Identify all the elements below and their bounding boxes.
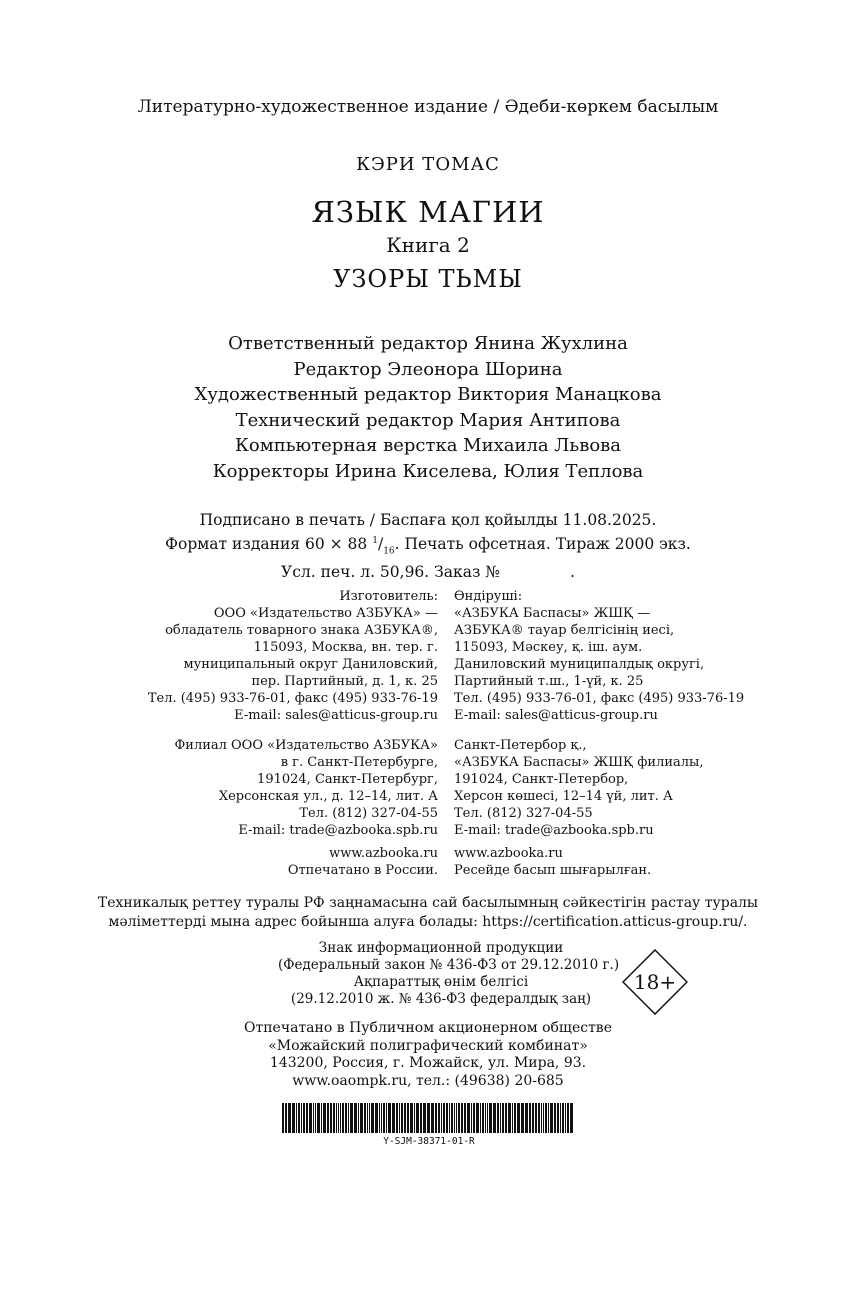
- credit-line: Корректоры Ирина Киселева, Юлия Теплова: [212, 460, 644, 482]
- barcode-bar: [431, 1103, 434, 1133]
- manufacturer-kz-line: 115093, Мәскеу, қ. іш. аум.: [454, 640, 643, 655]
- barcode-bar: [323, 1103, 326, 1133]
- branch-kz-line: Санкт-Петербор қ.,: [454, 738, 587, 753]
- barcode-bar: [473, 1103, 475, 1133]
- barcode-bar: [471, 1103, 472, 1133]
- barcode-bar: [388, 1103, 391, 1133]
- branch-ru-line: в г. Санкт-Петербурге,: [280, 755, 438, 770]
- barcode-bar: [487, 1103, 488, 1133]
- barcode-bar: [315, 1103, 316, 1133]
- printer-block: [0, 1020, 856, 1090]
- manufacturer-ru-line: ООО «Издательство АЗБУКА» —: [213, 606, 438, 621]
- format-suffix: . Печать офсетная. Тираж 2000 экз.: [394, 535, 691, 554]
- barcode-bar: [446, 1103, 448, 1133]
- barcode-bar: [298, 1103, 300, 1133]
- barcode-bar: [454, 1103, 455, 1133]
- branch-kz: [454, 737, 703, 839]
- credit-line: Компьютерная верстка Михаила Львова: [234, 435, 622, 456]
- branch-ru-line: Филиал ООО «Издательство АЗБУКА»: [174, 738, 438, 753]
- credit-line: Редактор Элеонора Шорина: [293, 358, 563, 380]
- info-sign-line: Знак информационной продукции: [318, 940, 564, 956]
- barcode-bar: [512, 1103, 513, 1133]
- barcode-bar: [340, 1103, 341, 1133]
- series-line: Литературно-художественное издание / Әдеби-көркем басылым: [137, 97, 719, 117]
- barcode-bar: [379, 1103, 380, 1133]
- barcode-bar: [525, 1103, 528, 1133]
- barcode-bar: [407, 1103, 409, 1133]
- manufacturer-ru-line: E-mail: sales@atticus-group.ru: [234, 708, 438, 723]
- age-rating-badge: [622, 949, 688, 1015]
- barcode-bar: [505, 1103, 507, 1133]
- manufacturer-ru-line: 115093, Москва, вн. тер. г.: [253, 640, 438, 655]
- barcode-bar: [541, 1103, 542, 1133]
- printer-line: 143200, Россия, г. Можайск, ул. Мира, 93.: [269, 1055, 587, 1071]
- info-sign-block: [278, 940, 620, 1008]
- branch-ru: [175, 737, 439, 839]
- barcode-bar: [456, 1103, 457, 1133]
- barcode-bar: [458, 1103, 460, 1133]
- credit-line: Художественный редактор Виктория Манацкова: [194, 384, 662, 405]
- branch-kz-line: «АЗБУКА Баспасы» ЖШҚ филиалы,: [454, 755, 704, 770]
- info-sign-line: (29.12.2010 ж. № 436-ФЗ федералдық заң): [290, 991, 592, 1007]
- barcode-bar: [529, 1103, 531, 1133]
- barcode-bar: [285, 1103, 287, 1133]
- barcode-bar: [336, 1103, 337, 1133]
- credit-line: Технический редактор Мария Антипова: [235, 409, 621, 431]
- manufacturer-kz-line: Даниловский муниципалдық округі,: [454, 657, 705, 672]
- barcode-bar: [410, 1103, 413, 1133]
- manufacturer-ru-line: обладатель товарного знака АЗБУКА®,: [165, 623, 438, 638]
- manufacturer-ru-line: Тел. (495) 933-76-01, факс (495) 933-76-19: [147, 691, 438, 706]
- barcode-bar: [567, 1103, 569, 1133]
- barcode-bar: [364, 1103, 366, 1133]
- printer-line: «Можайский полиграфический комбинат»: [268, 1037, 588, 1054]
- barcode-bar: [550, 1103, 553, 1133]
- barcode-bar: [443, 1103, 445, 1133]
- barcode-bar: [327, 1103, 329, 1133]
- barcode-bar: [345, 1103, 347, 1133]
- barcode-bar: [545, 1103, 547, 1133]
- barcode-bar: [514, 1103, 516, 1133]
- barcode-bar: [371, 1103, 374, 1133]
- barcode-bar: [420, 1103, 422, 1133]
- barcode-bar: [554, 1103, 556, 1133]
- manufacturer-ru-line: пер. Партийный, д. 1, к. 25: [251, 674, 438, 689]
- barcode-bar: [330, 1103, 332, 1133]
- tech-regulation: [0, 894, 856, 932]
- format-denominator: 16: [383, 546, 395, 557]
- branch-ru-line: Тел. (812) 327-04-55: [299, 806, 438, 821]
- print-info-block: [0, 510, 856, 583]
- barcode-bar: [565, 1103, 566, 1133]
- barcode-bar: [404, 1103, 406, 1133]
- barcode-bar: [360, 1103, 363, 1133]
- barcode-bar: [375, 1103, 378, 1133]
- branch-ru-line: 191024, Санкт-Петербург,: [257, 772, 438, 787]
- barcode-bar: [401, 1103, 403, 1133]
- barcode-bar: [464, 1103, 466, 1133]
- barcode-bar: [414, 1103, 415, 1133]
- barcode-bar: [381, 1103, 382, 1133]
- book-subtitle: УЗОРЫ ТЬМЫ: [333, 265, 523, 293]
- branch-kz-line: E-mail: trade@azbooka.spb.ru: [454, 823, 654, 838]
- volume-line: [0, 562, 856, 583]
- barcode-bar: [560, 1103, 561, 1133]
- info-sign-line: Ақпараттық өнім белгісі: [353, 974, 529, 990]
- tech-regulation-line: Техникалық реттеу туралы РФ заңнамасына сай басылымның сәйкестігін растау туралы: [97, 895, 759, 911]
- format-line: Формат издания 60 × 88 $^1/_{16}$. Печать офсетная. Тираж 2000 экз.: [165, 535, 691, 557]
- manufacturer-ru-line: муниципальный округ Даниловский,: [183, 657, 438, 672]
- printed-in-russia: Отпечатано в России.: [287, 863, 438, 878]
- barcode-text: Y-SJM-38371-01-R: [383, 1136, 475, 1147]
- barcode-bar: [309, 1103, 312, 1133]
- barcode-bar: [288, 1103, 291, 1133]
- barcode-bar: [313, 1103, 314, 1133]
- barcode-bar: [476, 1103, 479, 1133]
- barcode-bar: [423, 1103, 426, 1133]
- barcode-bar: [521, 1103, 524, 1133]
- barcode-bar: [449, 1103, 450, 1133]
- manufacturer-kz-line: Тел. (495) 933-76-01, факс (495) 933-76-19: [454, 691, 745, 706]
- branch-kz-line: 191024, Санкт-Петербор,: [454, 772, 629, 787]
- age-rating-text: 18+: [633, 970, 677, 994]
- barcode-bar: [489, 1103, 492, 1133]
- barcode-bar: [292, 1103, 295, 1133]
- tech-regulation-line: мәліметтерді мына адрес бойынша алуға болады: https://certification.atticus-group.ru/.: [108, 914, 748, 930]
- barcode-bar: [535, 1103, 537, 1133]
- barcode: [280, 1103, 578, 1133]
- barcode-bar: [485, 1103, 486, 1133]
- branch-kz-line: Тел. (812) 327-04-55: [454, 806, 593, 821]
- volume-end: .: [570, 563, 575, 582]
- barcode-bar: [342, 1103, 344, 1133]
- branch-ru-line: E-mail: trade@azbooka.spb.ru: [238, 823, 438, 838]
- barcode-bar: [497, 1103, 499, 1133]
- manufacturer-ru: [148, 588, 438, 724]
- barcode-bar: [557, 1103, 559, 1133]
- barcode-bar: [383, 1103, 385, 1133]
- barcode-bar: [354, 1103, 357, 1133]
- barcode-bar: [386, 1103, 387, 1133]
- info-sign-line: (Федеральный закон № 436-ФЗ от 29.12.2010 г.): [278, 957, 620, 973]
- manufacturer-kz-line: Өндіруші:: [454, 589, 523, 604]
- barcode-bar: [358, 1103, 359, 1133]
- branch-kz-line: Херсон көшесі, 12–14 үй, лит. А: [454, 789, 673, 804]
- manufacturer-kz-line: E-mail: sales@atticus-group.ru: [454, 708, 658, 723]
- barcode-bar: [296, 1103, 297, 1133]
- printed-in-russia-kz: Ресейде басып шығарылған.: [454, 863, 652, 878]
- barcode-bar: [282, 1103, 284, 1133]
- book-title: ЯЗЫК МАГИИ: [311, 195, 545, 229]
- footer-ru: [288, 845, 438, 879]
- barcode-bar: [303, 1103, 305, 1133]
- manufacturer-kz: [454, 588, 744, 724]
- barcode-bar: [369, 1103, 370, 1133]
- barcode-bar: [438, 1103, 440, 1133]
- website-link[interactable]: www.azbooka.ru: [329, 846, 438, 861]
- manufacturer-kz-line: Партийный т.ш., 1-үй, к. 25: [454, 674, 644, 689]
- barcode-bar: [461, 1103, 463, 1133]
- barcode-bar: [451, 1103, 453, 1133]
- barcode-bar: [532, 1103, 534, 1133]
- credits-block: [0, 331, 856, 484]
- barcode-bar: [338, 1103, 339, 1133]
- barcode-bar: [435, 1103, 437, 1133]
- barcode-bar: [548, 1103, 549, 1133]
- barcode-bar: [333, 1103, 335, 1133]
- barcode-bar: [467, 1103, 470, 1133]
- barcode-bar: [441, 1103, 442, 1133]
- format-numerator: 1: [372, 536, 378, 546]
- barcode-bar: [321, 1103, 322, 1133]
- barcode-bar: [570, 1103, 573, 1133]
- barcode-bar: [416, 1103, 419, 1133]
- barcode-bar: [350, 1103, 353, 1133]
- manufacturer-kz-line: «АЗБУКА Баспасы» ЖШҚ —: [454, 606, 651, 621]
- barcode-bar: [493, 1103, 496, 1133]
- credit-line: Ответственный редактор Янина Жухлина: [228, 333, 628, 354]
- barcode-bar: [396, 1103, 398, 1133]
- barcode-bar: [508, 1103, 511, 1133]
- barcode-bar: [399, 1103, 400, 1133]
- branch-ru-line: Херсонская ул., д. 12–14, лит. А: [218, 789, 438, 804]
- barcode-bar: [306, 1103, 308, 1133]
- barcode-bar: [427, 1103, 430, 1133]
- manufacturer-kz-line: АЗБУКА® тауар белгісінің иесі,: [454, 623, 675, 638]
- printer-line: Отпечатано в Публичном акционерном обществе: [244, 1020, 612, 1036]
- website-link[interactable]: www.azbooka.ru: [454, 846, 563, 861]
- footer-kz: [454, 845, 651, 879]
- barcode-bar: [392, 1103, 395, 1133]
- barcode-bar: [562, 1103, 564, 1133]
- barcode-bar: [502, 1103, 504, 1133]
- barcode-bar: [482, 1103, 484, 1133]
- barcode-bar: [543, 1103, 544, 1133]
- author-name: КЭРИ ТОМАС: [356, 154, 500, 175]
- barcode-bar: [517, 1103, 520, 1133]
- manufacturer-ru-line: Изготовитель:: [339, 589, 438, 604]
- book-number: Книга 2: [386, 233, 470, 257]
- volume-text: Усл. печ. л. 50,96. Заказ №: [281, 563, 501, 582]
- barcode-bar: [301, 1103, 302, 1133]
- barcode-bar: [348, 1103, 349, 1133]
- barcode-bar: [480, 1103, 481, 1133]
- barcode-bar: [538, 1103, 540, 1133]
- signed-date: Подписано в печать / Баспаға қол қойылды 11.08.2025.: [199, 511, 657, 529]
- format-prefix: Формат издания 60 × 88: [165, 535, 368, 554]
- barcode-bar: [367, 1103, 368, 1133]
- printer-line: www.oaompk.ru, тел.: (49638) 20-685: [292, 1072, 564, 1089]
- barcode-bar: [317, 1103, 320, 1133]
- barcode-bar: [500, 1103, 501, 1133]
